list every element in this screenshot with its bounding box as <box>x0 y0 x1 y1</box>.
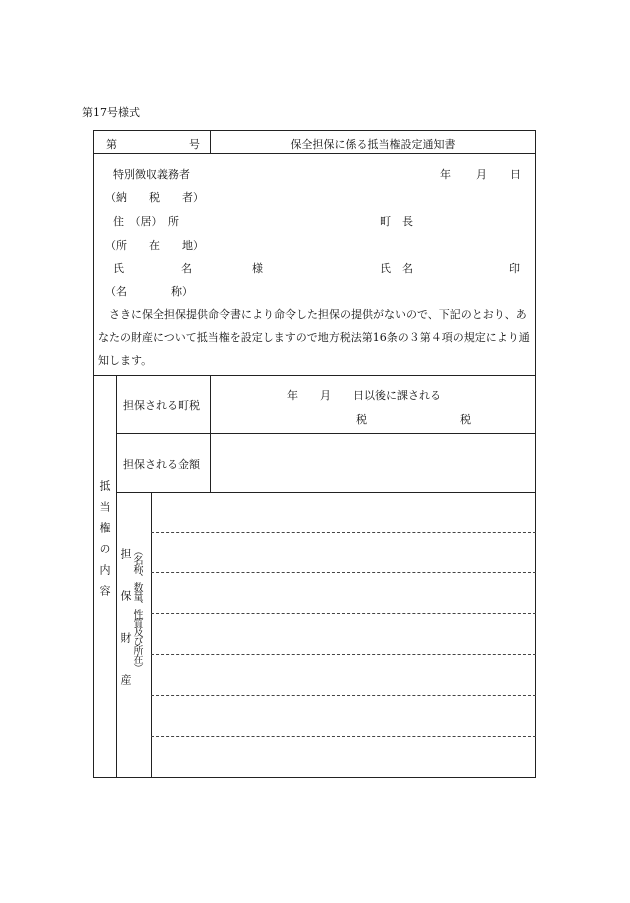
header-divider <box>93 153 536 154</box>
date-day: 日 <box>510 168 521 181</box>
contents-section-divider <box>93 375 536 376</box>
seal-mark: 印 <box>509 262 520 275</box>
tax-row-divider <box>116 433 536 434</box>
entity-name-label: （名 称） <box>105 285 193 298</box>
property-entry-line-3 <box>151 613 536 614</box>
honorific: 様 <box>252 262 263 275</box>
form-number: 第17号様式 <box>82 106 140 119</box>
property-detail-note: ︵名称、数量、性質及び所在︶ <box>131 546 142 672</box>
taxpayer-label: （納 税 者） <box>105 191 204 204</box>
secured-tax-label: 担保される町税 <box>123 399 200 412</box>
property-entry-line-5 <box>151 695 536 696</box>
tax-item-second: 税 <box>460 413 471 426</box>
collateral-property-label: 担保財産 <box>119 548 132 716</box>
date-year: 年 <box>440 168 451 181</box>
name-label-second: 名 <box>181 262 192 275</box>
document-title: 保全担保に係る抵当権設定通知書 <box>290 138 456 151</box>
address-label: 住 （居） 所 <box>113 215 179 228</box>
mayor-label: 町 長 <box>380 215 413 228</box>
lien-contents-label: 抵当権の内容 <box>98 480 111 606</box>
special-collector-label: 特別徴収義務者 <box>113 168 190 181</box>
number-prefix: 第 <box>106 138 117 151</box>
property-entry-line-4 <box>151 654 536 655</box>
tax-period-line: 年 月 日以後に課される <box>287 389 441 402</box>
secured-amount-label: 担保される金額 <box>123 458 200 471</box>
property-entry-line-1 <box>151 532 536 533</box>
section-label-column-line <box>116 375 117 778</box>
amount-row-divider <box>116 492 536 493</box>
notice-text: さきに保全担保提供命令書により命令した担保の提供がないので、下記のとおり、あなたの財産について抵当権を設定しますので地方税法第16条の３第４項の規定により通知します。 <box>98 308 530 367</box>
name-label-first: 氏 <box>113 262 124 275</box>
location-label: （所 在 地） <box>105 239 204 252</box>
property-entry-line-2 <box>151 572 536 573</box>
property-entry-line-6 <box>151 736 536 737</box>
tax-item-first: 税 <box>356 413 367 426</box>
date-month: 月 <box>476 168 487 181</box>
sender-name-label: 氏 名 <box>380 262 413 275</box>
number-suffix: 号 <box>189 138 200 151</box>
